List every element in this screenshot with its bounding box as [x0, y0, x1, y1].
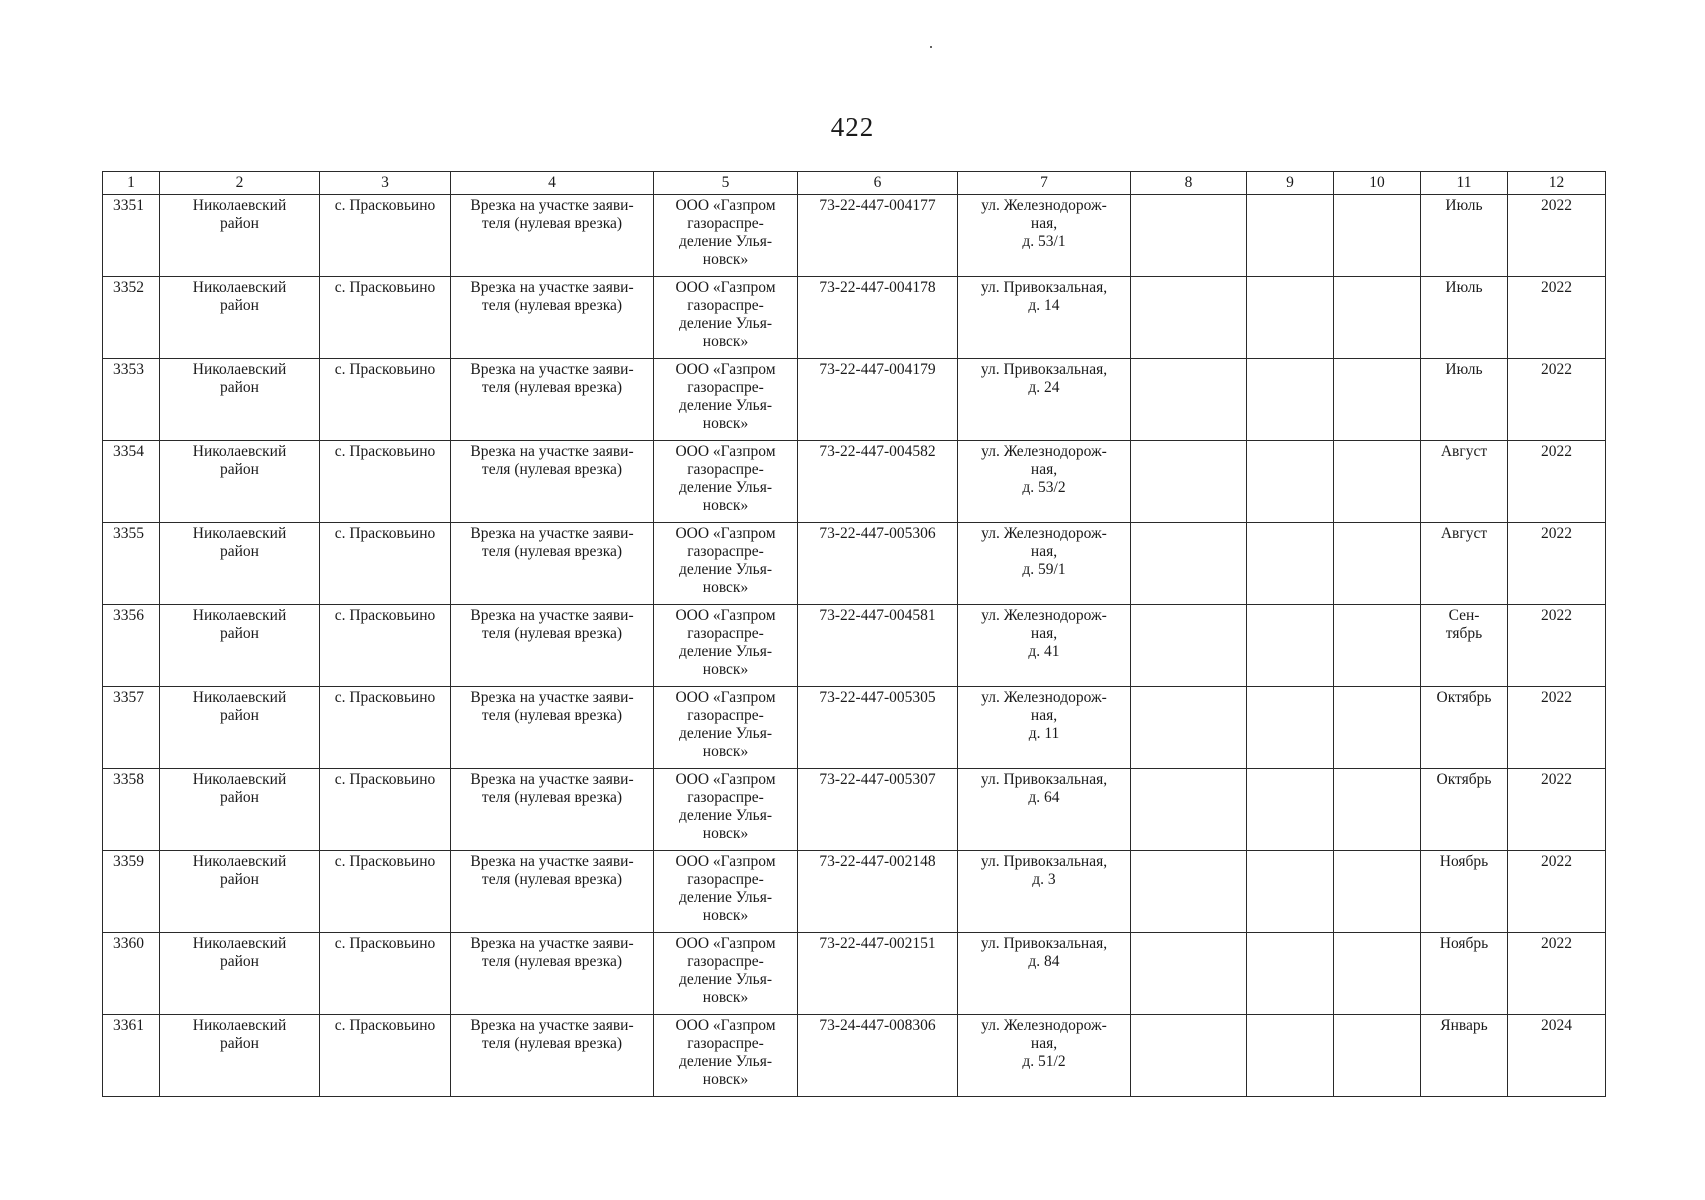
organization-cell: ООО «Газпром газораспре- деление Улья- новск»: [654, 359, 798, 441]
column-8-cell: [1131, 769, 1247, 851]
table-row: [103, 851, 1606, 933]
year-cell: 2022: [1508, 441, 1606, 523]
row-number-cell: 3359: [103, 851, 160, 933]
district-cell: Николаевский район: [160, 195, 320, 277]
column-8-cell: [1131, 851, 1247, 933]
work-type-cell: Врезка на участке заяви- теля (нулевая врезка): [451, 195, 654, 277]
village-cell: с. Прасковьино: [320, 441, 451, 523]
table-row: [103, 605, 1606, 687]
month-cell: Август: [1421, 441, 1508, 523]
address-cell: ул. Привокзальная, д. 14: [958, 277, 1131, 359]
row-number-cell: 3354: [103, 441, 160, 523]
object-code-cell: 73-22-447-004179: [798, 359, 958, 441]
district-cell: Николаевский район: [160, 933, 320, 1015]
column-9-cell: [1247, 687, 1334, 769]
work-type-cell: Врезка на участке заяви- теля (нулевая врезка): [451, 359, 654, 441]
column-10-cell: [1334, 523, 1421, 605]
column-header: 2: [160, 172, 320, 195]
column-header: 10: [1334, 172, 1421, 195]
column-10-cell: [1334, 933, 1421, 1015]
column-8-cell: [1131, 523, 1247, 605]
column-9-cell: [1247, 1015, 1334, 1097]
column-10-cell: [1334, 359, 1421, 441]
column-header: 8: [1131, 172, 1247, 195]
object-code-cell: 73-22-447-004581: [798, 605, 958, 687]
district-cell: Николаевский район: [160, 1015, 320, 1097]
table-row: [103, 933, 1606, 1015]
column-8-cell: [1131, 195, 1247, 277]
village-cell: с. Прасковьино: [320, 933, 451, 1015]
village-cell: с. Прасковьино: [320, 277, 451, 359]
object-code-cell: 73-22-447-005306: [798, 523, 958, 605]
organization-cell: ООО «Газпром газораспре- деление Улья- новск»: [654, 605, 798, 687]
work-type-cell: Врезка на участке заяви- теля (нулевая врезка): [451, 523, 654, 605]
month-cell: Июль: [1421, 359, 1508, 441]
work-type-cell: Врезка на участке заяви- теля (нулевая врезка): [451, 277, 654, 359]
organization-cell: ООО «Газпром газораспре- деление Улья- новск»: [654, 769, 798, 851]
organization-cell: ООО «Газпром газораспре- деление Улья- новск»: [654, 441, 798, 523]
year-cell: 2022: [1508, 769, 1606, 851]
column-header: 9: [1247, 172, 1334, 195]
row-number-cell: 3355: [103, 523, 160, 605]
address-cell: ул. Железнодорож- ная, д. 59/1: [958, 523, 1131, 605]
column-9-cell: [1247, 523, 1334, 605]
address-cell: ул. Железнодорож- ная, д. 53/1: [958, 195, 1131, 277]
row-number-cell: 3360: [103, 933, 160, 1015]
object-code-cell: 73-22-447-002148: [798, 851, 958, 933]
column-10-cell: [1334, 851, 1421, 933]
column-header: 7: [958, 172, 1131, 195]
object-code-cell: 73-22-447-005305: [798, 687, 958, 769]
table-row: [103, 195, 1606, 277]
address-cell: ул. Железнодорож- ная, д. 41: [958, 605, 1131, 687]
address-cell: ул. Привокзальная, д. 84: [958, 933, 1131, 1015]
year-cell: 2022: [1508, 523, 1606, 605]
address-cell: ул. Привокзальная, д. 3: [958, 851, 1131, 933]
year-cell: 2022: [1508, 359, 1606, 441]
district-cell: Николаевский район: [160, 441, 320, 523]
month-cell: Ноябрь: [1421, 933, 1508, 1015]
month-cell: Сен- тябрь: [1421, 605, 1508, 687]
village-cell: с. Прасковьино: [320, 851, 451, 933]
organization-cell: ООО «Газпром газораспре- деление Улья- новск»: [654, 1015, 798, 1097]
organization-cell: ООО «Газпром газораспре- деление Улья- новск»: [654, 687, 798, 769]
column-header: 4: [451, 172, 654, 195]
column-10-cell: [1334, 195, 1421, 277]
scan-speck: [930, 46, 932, 48]
column-9-cell: [1247, 769, 1334, 851]
column-10-cell: [1334, 687, 1421, 769]
row-number-cell: 3351: [103, 195, 160, 277]
column-10-cell: [1334, 605, 1421, 687]
village-cell: с. Прасковьино: [320, 687, 451, 769]
year-cell: 2024: [1508, 1015, 1606, 1097]
table-row: [103, 1015, 1606, 1097]
month-cell: Ноябрь: [1421, 851, 1508, 933]
year-cell: 2022: [1508, 277, 1606, 359]
year-cell: 2022: [1508, 687, 1606, 769]
column-header: 6: [798, 172, 958, 195]
column-header: 5: [654, 172, 798, 195]
table-row: [103, 687, 1606, 769]
column-header: 1: [103, 172, 160, 195]
village-cell: с. Прасковьино: [320, 605, 451, 687]
row-number-cell: 3352: [103, 277, 160, 359]
work-type-cell: Врезка на участке заяви- теля (нулевая врезка): [451, 1015, 654, 1097]
column-8-cell: [1131, 933, 1247, 1015]
month-cell: Июль: [1421, 277, 1508, 359]
column-9-cell: [1247, 441, 1334, 523]
district-cell: Николаевский район: [160, 687, 320, 769]
year-cell: 2022: [1508, 195, 1606, 277]
table-row: [103, 441, 1606, 523]
work-type-cell: Врезка на участке заяви- теля (нулевая врезка): [451, 441, 654, 523]
organization-cell: ООО «Газпром газораспре- деление Улья- новск»: [654, 933, 798, 1015]
column-8-cell: [1131, 359, 1247, 441]
district-cell: Николаевский район: [160, 851, 320, 933]
district-cell: Николаевский район: [160, 359, 320, 441]
column-9-cell: [1247, 195, 1334, 277]
address-cell: ул. Железнодорож- ная, д. 11: [958, 687, 1131, 769]
object-code-cell: 73-22-447-004582: [798, 441, 958, 523]
header-row: [103, 172, 1606, 195]
object-code-cell: 73-22-447-005307: [798, 769, 958, 851]
district-cell: Николаевский район: [160, 605, 320, 687]
object-code-cell: 73-22-447-004177: [798, 195, 958, 277]
month-cell: Январь: [1421, 1015, 1508, 1097]
column-8-cell: [1131, 277, 1247, 359]
organization-cell: ООО «Газпром газораспре- деление Улья- новск»: [654, 195, 798, 277]
column-header: 3: [320, 172, 451, 195]
column-header: 11: [1421, 172, 1508, 195]
work-type-cell: Врезка на участке заяви- теля (нулевая врезка): [451, 605, 654, 687]
village-cell: с. Прасковьино: [320, 195, 451, 277]
table-row: [103, 523, 1606, 605]
year-cell: 2022: [1508, 851, 1606, 933]
village-cell: с. Прасковьино: [320, 359, 451, 441]
district-cell: Николаевский район: [160, 523, 320, 605]
organization-cell: ООО «Газпром газораспре- деление Улья- новск»: [654, 851, 798, 933]
row-number-cell: 3358: [103, 769, 160, 851]
column-10-cell: [1334, 441, 1421, 523]
month-cell: Июль: [1421, 195, 1508, 277]
column-9-cell: [1247, 933, 1334, 1015]
month-cell: Август: [1421, 523, 1508, 605]
year-cell: 2022: [1508, 933, 1606, 1015]
organization-cell: ООО «Газпром газораспре- деление Улья- новск»: [654, 277, 798, 359]
column-10-cell: [1334, 277, 1421, 359]
page-number: 422: [830, 112, 875, 142]
address-cell: ул. Железнодорож- ная, д. 53/2: [958, 441, 1131, 523]
row-number-cell: 3353: [103, 359, 160, 441]
column-10-cell: [1334, 1015, 1421, 1097]
column-8-cell: [1131, 1015, 1247, 1097]
object-code-cell: 73-24-447-008306: [798, 1015, 958, 1097]
data-table: [102, 171, 1606, 1097]
work-type-cell: Врезка на участке заяви- теля (нулевая врезка): [451, 769, 654, 851]
table-row: [103, 769, 1606, 851]
year-cell: 2022: [1508, 605, 1606, 687]
work-type-cell: Врезка на участке заяви- теля (нулевая врезка): [451, 933, 654, 1015]
row-number-cell: 3357: [103, 687, 160, 769]
village-cell: с. Прасковьино: [320, 1015, 451, 1097]
column-8-cell: [1131, 687, 1247, 769]
column-9-cell: [1247, 359, 1334, 441]
column-10-cell: [1334, 769, 1421, 851]
village-cell: с. Прасковьино: [320, 523, 451, 605]
address-cell: ул. Привокзальная, д. 64: [958, 769, 1131, 851]
district-cell: Николаевский район: [160, 769, 320, 851]
village-cell: с. Прасковьино: [320, 769, 451, 851]
table-row: [103, 359, 1606, 441]
column-8-cell: [1131, 441, 1247, 523]
object-code-cell: 73-22-447-002151: [798, 933, 958, 1015]
month-cell: Октябрь: [1421, 687, 1508, 769]
column-9-cell: [1247, 605, 1334, 687]
column-header: 12: [1508, 172, 1606, 195]
work-type-cell: Врезка на участке заяви- теля (нулевая врезка): [451, 851, 654, 933]
column-9-cell: [1247, 277, 1334, 359]
table-row: [103, 277, 1606, 359]
address-cell: ул. Привокзальная, д. 24: [958, 359, 1131, 441]
district-cell: Николаевский район: [160, 277, 320, 359]
row-number-cell: 3356: [103, 605, 160, 687]
column-8-cell: [1131, 605, 1247, 687]
month-cell: Октябрь: [1421, 769, 1508, 851]
object-code-cell: 73-22-447-004178: [798, 277, 958, 359]
work-type-cell: Врезка на участке заяви- теля (нулевая врезка): [451, 687, 654, 769]
address-cell: ул. Железнодорож- ная, д. 51/2: [958, 1015, 1131, 1097]
organization-cell: ООО «Газпром газораспре- деление Улья- новск»: [654, 523, 798, 605]
row-number-cell: 3361: [103, 1015, 160, 1097]
column-9-cell: [1247, 851, 1334, 933]
